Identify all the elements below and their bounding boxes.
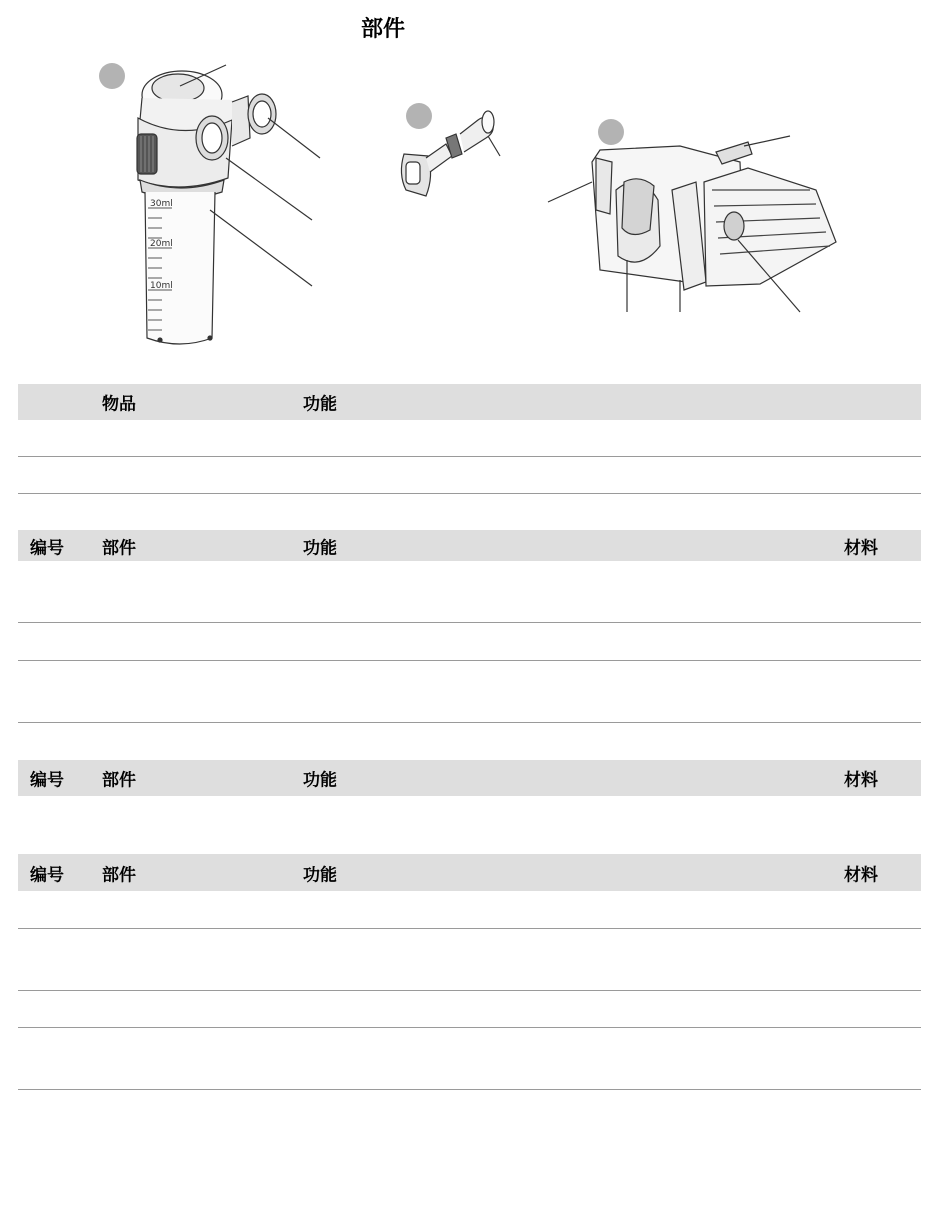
header-function: 功能: [303, 770, 337, 791]
parts-table-2: [18, 760, 921, 796]
table-row: [18, 1028, 921, 1090]
table-row: [18, 891, 921, 929]
header-part: 部件: [102, 865, 136, 885]
table-header: [18, 384, 921, 420]
canister-figure: [99, 63, 320, 344]
header-part: 部件: [102, 538, 136, 558]
clip-figure: [548, 119, 836, 312]
table-row: [18, 991, 921, 1028]
parts-table-1: [18, 530, 921, 723]
scale-label-30: 30ml: [150, 199, 173, 209]
header-material: 材料: [844, 538, 878, 558]
parts-table-3: [18, 854, 921, 1090]
header-part: 部件: [102, 770, 136, 791]
header-number: 编号: [30, 538, 64, 558]
table-row: [18, 661, 921, 723]
scale-label-10: 10ml: [150, 281, 173, 291]
table-row: [18, 561, 921, 623]
callout-circle: [406, 103, 432, 129]
table-row: [18, 623, 921, 661]
header-material: 材料: [844, 865, 878, 885]
header-function: 功能: [303, 394, 337, 415]
table-row: [18, 420, 921, 457]
table-header: [18, 854, 921, 891]
mouthpiece-figure: [401, 103, 500, 196]
header-number: 编号: [30, 770, 64, 791]
table-header: [18, 530, 921, 561]
header-material: 材料: [844, 770, 878, 791]
table-row: [18, 457, 921, 494]
callout-circle: [598, 119, 624, 145]
header-number: 编号: [30, 865, 64, 885]
table-row: [18, 929, 921, 991]
header-item: 物品: [102, 394, 136, 415]
table-header: [18, 760, 921, 796]
page-title: 部件: [360, 17, 405, 42]
parts-illustration: [0, 50, 950, 360]
scale-label-20: 20ml: [150, 239, 173, 249]
items-table: [18, 384, 921, 494]
header-function: 功能: [303, 538, 337, 558]
callout-circle: [99, 63, 125, 89]
header-function: 功能: [303, 865, 337, 885]
